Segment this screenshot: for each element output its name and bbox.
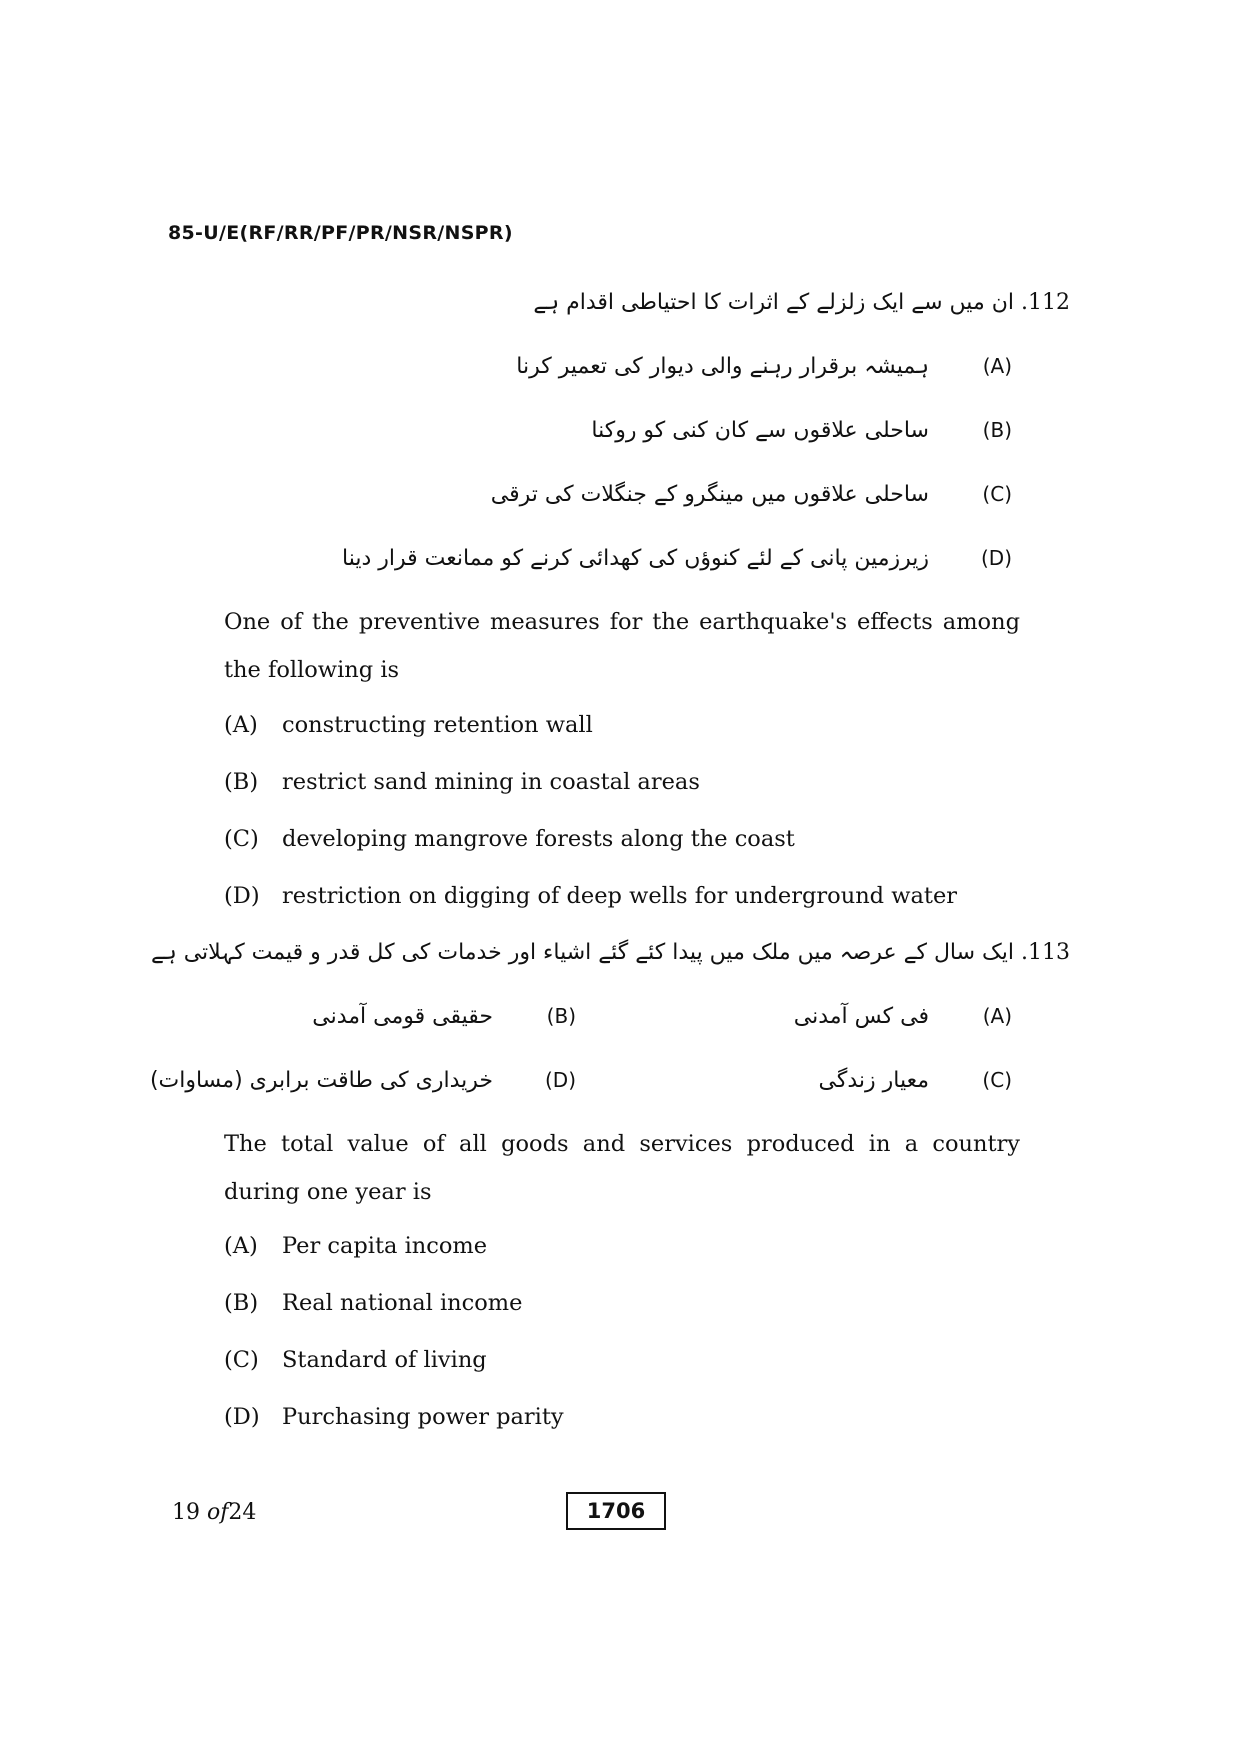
q112-english-option-c (224, 826, 795, 852)
option-text: Purchasing power parity (282, 1404, 564, 1430)
paper-code: 85-U/E(RF/RR/PF/PR/NSR/NSPR) (168, 222, 513, 244)
q113-urdu-stem-text: ایک سال کے عرصہ میں ملک میں پیدا کئے گئے اشیاء اور خدمات کی کل قدر و قیمت کہلاتی ہے (150, 940, 1014, 965)
q113-urdu-option-a (794, 1004, 1012, 1029)
option-text: حقیقی قومی آمدنی (312, 1004, 493, 1029)
option-label: (C) (224, 826, 259, 852)
q112-english-option-b (224, 769, 700, 795)
q112-urdu-stem-text: ان میں سے ایک زلزلے کے اثرات کا احتیاطی اقدام ہے (533, 290, 1014, 315)
option-text: developing mangrove forests along the coast (282, 826, 795, 852)
page-total: 24 (228, 1500, 257, 1525)
q113-urdu-option-d (150, 1068, 576, 1093)
option-label: (C) (224, 1347, 259, 1373)
option-text: restriction on digging of deep wells for underground water (282, 883, 958, 909)
option-label: (B) (982, 418, 1012, 442)
option-text: خریداری کی طاقت برابری (مساوات) (149, 1068, 493, 1093)
q113-english-option-c (224, 1347, 487, 1373)
option-label: (A) (224, 1233, 258, 1259)
option-text: زیرزمین پانی کے لئے کنوؤں کی کھدائی کرنے کو ممانعت قرار دینا (342, 546, 929, 571)
q112-urdu-option-d (342, 546, 1012, 571)
option-label: (A) (982, 1004, 1012, 1028)
page-number (172, 1500, 256, 1525)
option-text: ساحلی علاقوں سے کان کنی کو روکنا (591, 418, 929, 443)
option-label: (D) (544, 1068, 576, 1092)
q112-urdu-option-a (516, 354, 1012, 379)
q112-english-option-a (224, 712, 593, 738)
booklet-code-box: 1706 (566, 1492, 666, 1530)
page-of: of (207, 1500, 229, 1525)
option-label: (B) (546, 1004, 576, 1028)
q113-urdu-option-b (312, 1004, 576, 1029)
q112-urdu-stem (533, 290, 1070, 315)
option-text: ہمیشہ برقرار رہنے والی دیوار کی تعمیر کرنا (516, 354, 929, 379)
option-text: Per capita income (282, 1233, 488, 1259)
q113-english-stem: The total value of all goods and services produced in a country during one year is (224, 1131, 1020, 1205)
option-label: (B) (224, 769, 259, 795)
q113-urdu-stem (151, 940, 1070, 965)
option-text: restrict sand mining in coastal areas (282, 769, 700, 795)
q112-urdu-option-c (491, 482, 1012, 507)
option-text: Real national income (282, 1290, 523, 1316)
q112-number: 112. (1021, 290, 1070, 315)
q112-urdu-option-b (591, 418, 1012, 443)
option-label: (C) (982, 1068, 1012, 1092)
page-current: 19 (172, 1500, 200, 1525)
option-label: (C) (982, 482, 1012, 506)
q113-urdu-option-c (819, 1068, 1012, 1093)
option-label: (A) (224, 712, 258, 738)
option-label: (D) (224, 883, 260, 909)
q113-english-option-d (224, 1404, 564, 1430)
q113-number: 113. (1021, 940, 1070, 965)
option-text: Standard of living (282, 1347, 487, 1373)
option-label: (D) (980, 546, 1012, 570)
q112-english-option-d (224, 883, 957, 909)
option-label: (D) (224, 1404, 260, 1430)
q112-english-stem: One of the preventive measures for the earthquake's effects among the following is (224, 609, 1020, 683)
q113-english-option-a (224, 1233, 487, 1259)
option-label: (A) (982, 354, 1012, 378)
q113-english-option-b (224, 1290, 522, 1316)
option-label: (B) (224, 1290, 259, 1316)
option-text: فی کس آمدنی (793, 1004, 929, 1029)
option-text: ساحلی علاقوں میں مینگرو کے جنگلات کی ترقی (490, 482, 929, 507)
option-text: constructing retention wall (282, 712, 593, 738)
option-text: معیار زندگی (818, 1068, 929, 1093)
